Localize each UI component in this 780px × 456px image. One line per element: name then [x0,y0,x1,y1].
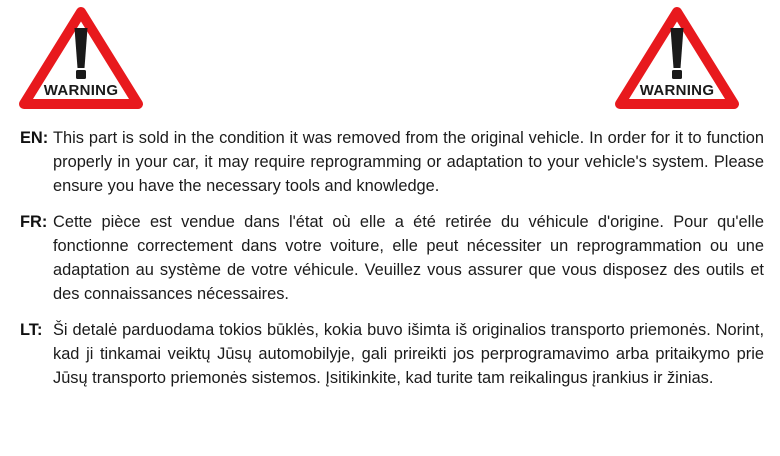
notice-text [20,126,764,402]
paragraph-en [20,126,764,198]
warning-label: WARNING [43,82,119,99]
warning-sign-left [18,6,144,110]
paragraph-text: Ši detalė parduodama tokios būklės, kokia buvo išimta iš originalios transporto priemonės. Norint, kad ji tinkamai veiktų Jūsų automobilyje, gali prireikti jos perprogramavimo arba pritaikymo prie Jūsų transporto priemonės sistemos. Įsitikinkite, kad turite tam reikalingus įrankius ir žinias. [53,321,764,387]
paragraph-text: Cette pièce est vendue dans l'état où elle a été retirée du véhicule d'origine. Pour qu'elle fonctionne correctement dans votre voiture, elle peut nécessiter un reprogrammation ou une adaptation au système de votre véhicule. Veuillez vous assurer que vous disposez des outils et des connaissances nécessaires. [53,213,764,303]
paragraph-text: This part is sold in the condition it was removed from the original vehicle. In order for it to function properly in your car, it may require reprogramming or adaptation to your vehicle's system. Please ensure you have the necessary tools and knowledge. [53,129,764,195]
warning-sign-right [614,6,740,110]
paragraph-lt [20,318,764,390]
language-code: EN: [20,129,49,147]
paragraph-fr [20,210,764,306]
language-code: FR: [20,213,48,231]
language-code: LT: [20,321,43,339]
warning-label: WARNING [639,82,715,99]
